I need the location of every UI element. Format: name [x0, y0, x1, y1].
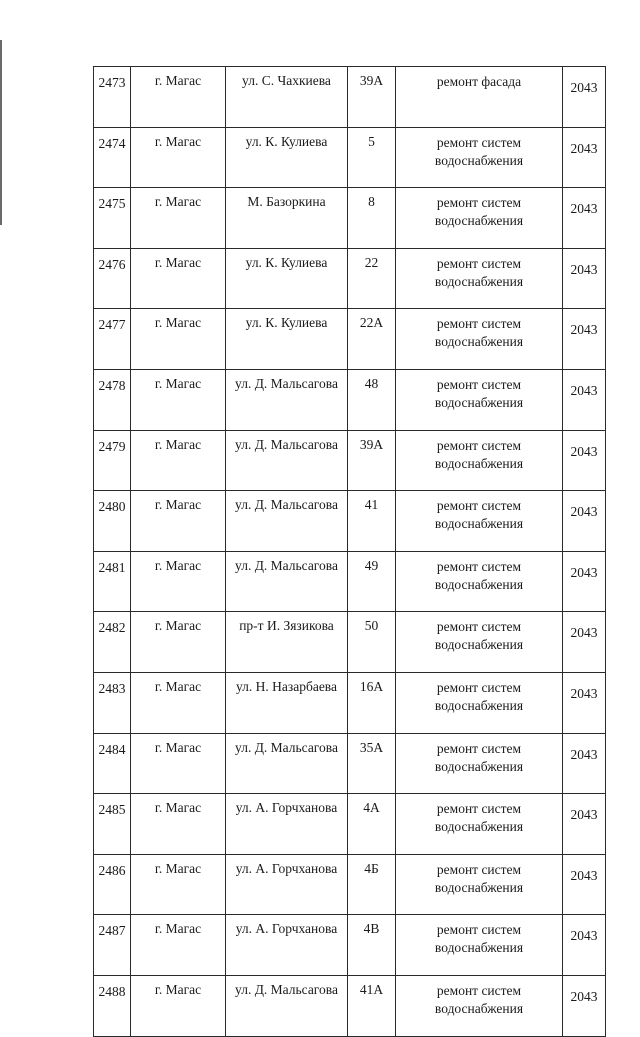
work-type-cell — [396, 188, 563, 249]
work-type-line: ремонт систем — [436, 740, 522, 756]
street-cell: ул. Д. Мальсагова — [226, 369, 348, 430]
work-type-line: водоснабжения — [434, 213, 524, 229]
city-cell: г. Магас — [131, 733, 226, 794]
year-cell: 2043 — [563, 67, 606, 128]
street-cell: ул. Д. Мальсагова — [226, 491, 348, 552]
work-type-line: ремонт систем — [436, 558, 522, 574]
city-cell: г. Магас — [131, 369, 226, 430]
work-type-line: водоснабжения — [434, 637, 524, 653]
records-table-body — [94, 67, 606, 1037]
work-type-cell — [396, 975, 563, 1036]
house-number-cell: 39А — [348, 430, 396, 491]
city-cell: г. Магас — [131, 975, 226, 1036]
row-number: 2483 — [94, 672, 131, 733]
city-cell: г. Магас — [131, 915, 226, 976]
year-cell: 2043 — [563, 672, 606, 733]
house-number-cell: 4Б — [348, 854, 396, 915]
city-cell: г. Магас — [131, 67, 226, 128]
records-table — [93, 66, 606, 1037]
year-cell: 2043 — [563, 794, 606, 855]
house-number-cell: 16А — [348, 672, 396, 733]
street-cell: ул. Д. Мальсагова — [226, 430, 348, 491]
row-number: 2485 — [94, 794, 131, 855]
row-number: 2486 — [94, 854, 131, 915]
work-type-cell — [396, 248, 563, 309]
work-type-line: ремонт систем — [436, 498, 522, 514]
year-cell: 2043 — [563, 915, 606, 976]
work-type-line: ремонт систем — [436, 195, 522, 211]
work-type-line: водоснабжения — [434, 455, 524, 471]
year-cell: 2043 — [563, 188, 606, 249]
house-number-cell: 41 — [348, 491, 396, 552]
street-cell: ул. К. Кулиева — [226, 248, 348, 309]
street-cell: ул. Н. Назарбаева — [226, 672, 348, 733]
house-number-cell: 39А — [348, 67, 396, 128]
work-type-line: водоснабжения — [434, 273, 524, 289]
work-type-line: ремонт систем — [436, 861, 522, 877]
row-number: 2473 — [94, 67, 131, 128]
table-row — [94, 309, 606, 370]
row-number: 2475 — [94, 188, 131, 249]
house-number-cell: 4А — [348, 794, 396, 855]
table-row — [94, 975, 606, 1036]
work-type-line: водоснабжения — [434, 576, 524, 592]
work-type-line: водоснабжения — [434, 819, 524, 835]
house-number-cell: 22 — [348, 248, 396, 309]
table-row — [94, 369, 606, 430]
table-row — [94, 430, 606, 491]
city-cell: г. Магас — [131, 612, 226, 673]
work-type-line: водоснабжения — [434, 758, 524, 774]
work-type-line: водоснабжения — [434, 697, 524, 713]
street-cell: ул. А. Горчханова — [226, 794, 348, 855]
street-cell: ул. А. Горчханова — [226, 915, 348, 976]
table-row — [94, 127, 606, 188]
work-type-cell — [396, 551, 563, 612]
city-cell: г. Магас — [131, 794, 226, 855]
work-type-cell — [396, 127, 563, 188]
city-cell: г. Магас — [131, 309, 226, 370]
house-number-cell: 4В — [348, 915, 396, 976]
house-number-cell: 5 — [348, 127, 396, 188]
row-number: 2488 — [94, 975, 131, 1036]
table-row — [94, 854, 606, 915]
work-type-cell — [396, 794, 563, 855]
work-type-line: ремонт систем — [436, 679, 522, 695]
house-number-cell: 41А — [348, 975, 396, 1036]
house-number-cell: 8 — [348, 188, 396, 249]
city-cell: г. Магас — [131, 854, 226, 915]
table-row — [94, 612, 606, 673]
street-cell: М. Базоркина — [226, 188, 348, 249]
work-type-line: ремонт систем — [436, 255, 522, 271]
work-type-line: водоснабжения — [434, 516, 524, 532]
work-type-cell — [396, 733, 563, 794]
work-type-cell — [396, 854, 563, 915]
work-type-line: водоснабжения — [434, 394, 524, 410]
table-row — [94, 733, 606, 794]
work-type-line: водоснабжения — [434, 940, 524, 956]
row-number: 2478 — [94, 369, 131, 430]
row-number: 2484 — [94, 733, 131, 794]
work-type-cell — [396, 672, 563, 733]
row-number: 2482 — [94, 612, 131, 673]
city-cell: г. Магас — [131, 188, 226, 249]
scan-edge-line — [0, 40, 2, 225]
work-type-line: ремонт систем — [436, 982, 522, 998]
street-cell: ул. А. Горчханова — [226, 854, 348, 915]
house-number-cell: 35А — [348, 733, 396, 794]
work-type-line: ремонт систем — [436, 316, 522, 332]
work-type-line: водоснабжения — [434, 1000, 524, 1016]
table-row — [94, 67, 606, 128]
work-type-cell — [396, 369, 563, 430]
work-type-cell — [396, 430, 563, 491]
work-type-cell — [396, 612, 563, 673]
table-row — [94, 491, 606, 552]
work-type-line: водоснабжения — [434, 879, 524, 895]
street-cell: ул. Д. Мальсагова — [226, 551, 348, 612]
work-type-line: ремонт систем — [436, 922, 522, 938]
work-type-line: ремонт систем — [436, 376, 522, 392]
city-cell: г. Магас — [131, 491, 226, 552]
table-row — [94, 672, 606, 733]
year-cell: 2043 — [563, 127, 606, 188]
row-number: 2481 — [94, 551, 131, 612]
year-cell: 2043 — [563, 248, 606, 309]
house-number-cell: 48 — [348, 369, 396, 430]
year-cell: 2043 — [563, 309, 606, 370]
year-cell: 2043 — [563, 854, 606, 915]
table-row — [94, 915, 606, 976]
work-type-line: ремонт систем — [436, 134, 522, 150]
city-cell: г. Магас — [131, 551, 226, 612]
year-cell: 2043 — [563, 551, 606, 612]
house-number-cell: 50 — [348, 612, 396, 673]
street-cell: ул. Д. Мальсагова — [226, 975, 348, 1036]
work-type-cell — [396, 67, 563, 128]
work-type-line: ремонт систем — [436, 619, 522, 635]
row-number: 2476 — [94, 248, 131, 309]
work-type-line: ремонт систем — [436, 801, 522, 817]
year-cell: 2043 — [563, 430, 606, 491]
work-type-line: ремонт фасада — [436, 74, 522, 89]
year-cell: 2043 — [563, 975, 606, 1036]
year-cell: 2043 — [563, 491, 606, 552]
row-number: 2477 — [94, 309, 131, 370]
table-row — [94, 248, 606, 309]
row-number: 2487 — [94, 915, 131, 976]
year-cell: 2043 — [563, 733, 606, 794]
work-type-line: водоснабжения — [434, 334, 524, 350]
city-cell: г. Магас — [131, 672, 226, 733]
work-type-line: ремонт систем — [436, 437, 522, 453]
work-type-cell — [396, 309, 563, 370]
street-cell: ул. К. Кулиева — [226, 127, 348, 188]
city-cell: г. Магас — [131, 248, 226, 309]
street-cell: ул. К. Кулиева — [226, 309, 348, 370]
street-cell: ул. С. Чахкиева — [226, 67, 348, 128]
row-number: 2474 — [94, 127, 131, 188]
city-cell: г. Магас — [131, 430, 226, 491]
work-type-cell — [396, 915, 563, 976]
table-row — [94, 551, 606, 612]
house-number-cell: 49 — [348, 551, 396, 612]
street-cell: пр-т И. Зязикова — [226, 612, 348, 673]
year-cell: 2043 — [563, 369, 606, 430]
table-row — [94, 794, 606, 855]
row-number: 2480 — [94, 491, 131, 552]
work-type-cell — [396, 491, 563, 552]
street-cell: ул. Д. Мальсагова — [226, 733, 348, 794]
year-cell: 2043 — [563, 612, 606, 673]
row-number: 2479 — [94, 430, 131, 491]
table-row — [94, 188, 606, 249]
work-type-line: водоснабжения — [434, 152, 524, 168]
house-number-cell: 22А — [348, 309, 396, 370]
city-cell: г. Магас — [131, 127, 226, 188]
